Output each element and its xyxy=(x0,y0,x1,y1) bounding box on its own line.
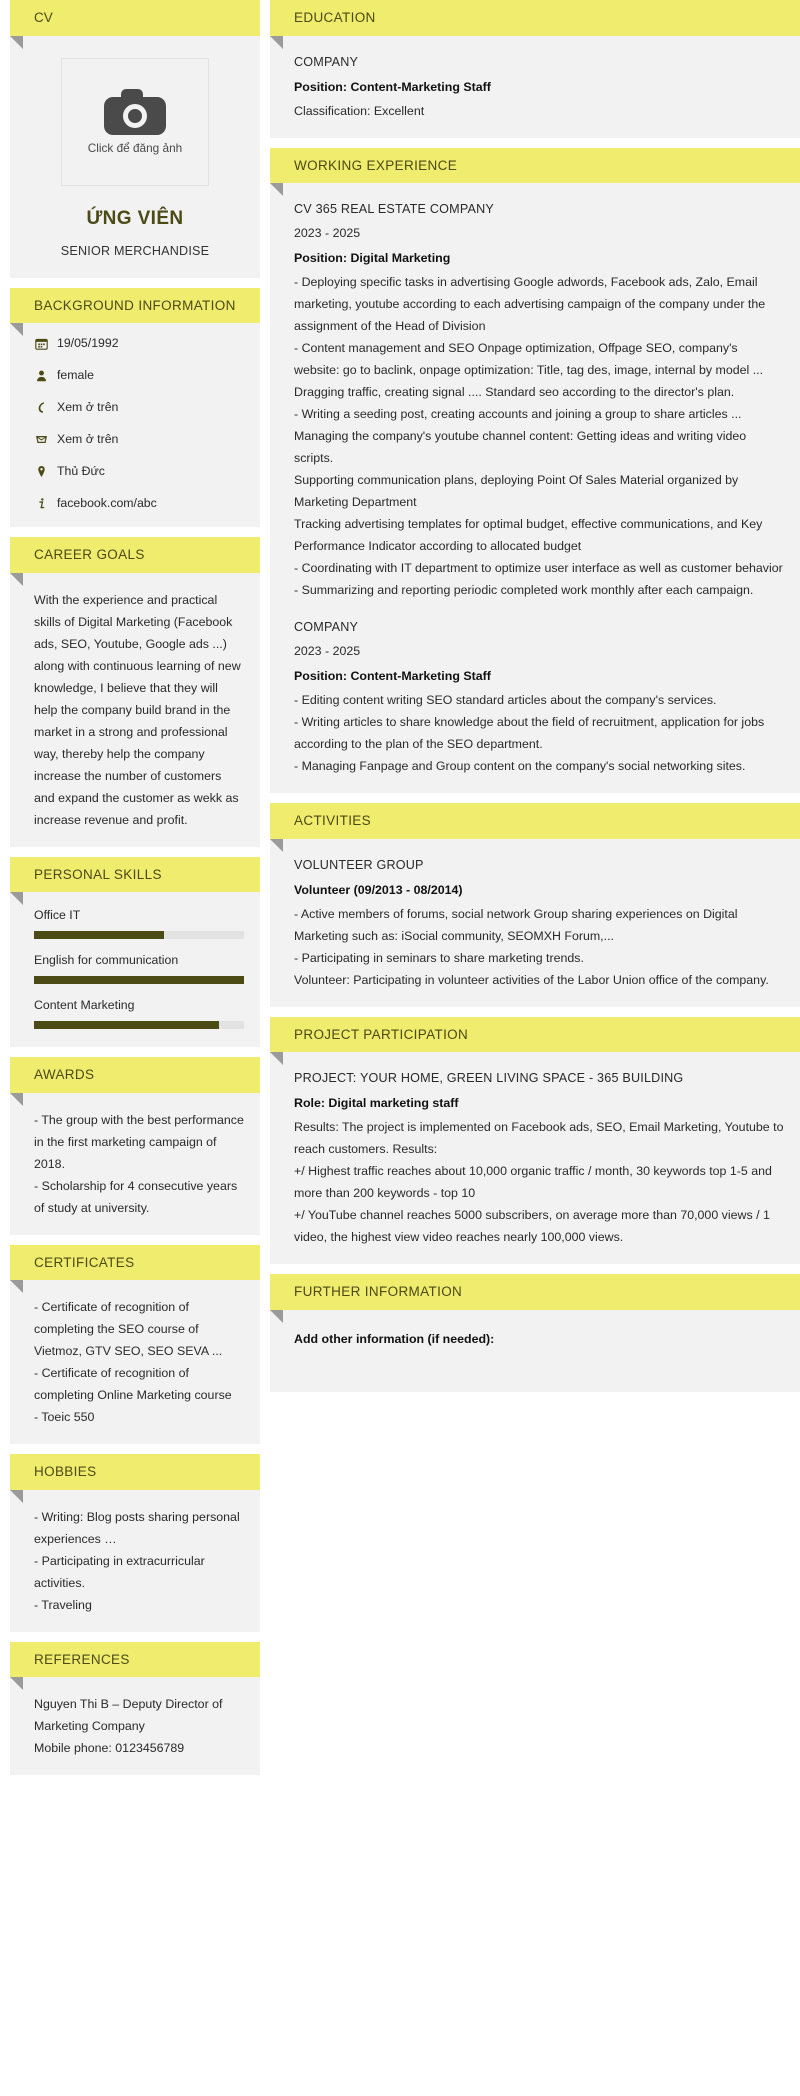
award-line: - Scholarship for 4 consecutive years of study at university. xyxy=(34,1178,238,1215)
reference-line: Nguyen Thi B – Deputy Director of Marketing Company xyxy=(34,1697,223,1733)
section-working-experience xyxy=(260,148,800,184)
project-line: +/ Highest traffic reaches about 10,000 organic traffic / month, 30 keywords top 1-5 and more than 200 keywords - top 10 xyxy=(294,1164,772,1200)
calendar-icon xyxy=(34,335,48,351)
job-detail-line: - Writing a seeding post, creating accounts and joining a group to share articles ... xyxy=(294,407,742,421)
cv-label: CV xyxy=(10,0,260,36)
career-goals-text: With the experience and practical skills of Digital Marketing (Facebook ads, SEO, Youtube, Google ads ...) along with continuous learning of new knowledge, I believe that they will help the company build brand in the market in a strong and professional way, thereby help the company increase the number of customers and expand the customer as wekk as increase revenue and profit. xyxy=(34,592,241,827)
job-detail-line: Managing the company's youtube channel content: Getting ideas and writing video scripts. xyxy=(294,429,747,465)
hobby-line: - Participating in extracurricular activities. xyxy=(34,1553,205,1590)
skill-label: Office IT xyxy=(34,908,81,922)
ribbon-fold-corner xyxy=(10,1093,23,1106)
contact-value: Xem ở trên xyxy=(57,400,119,414)
contact-value: 19/05/1992 xyxy=(57,336,119,350)
person-icon xyxy=(34,367,48,383)
ribbon-fold-corner xyxy=(10,892,23,905)
job-organization: COMPANY xyxy=(294,620,359,634)
skill-label: Content Marketing xyxy=(34,998,135,1012)
job-detail-line: - Coordinating with IT department to optimize user interface as well as customer behavior xyxy=(294,561,783,575)
hobby-line: - Writing: Blog posts sharing personal experiences … xyxy=(34,1509,240,1546)
job-detail-line: Supporting communication plans, deploying Point Of Sales Material organized by Marketing Department xyxy=(294,473,739,509)
ribbon-fold-corner xyxy=(270,183,283,196)
ribbon-fold-corner xyxy=(10,36,23,49)
info-icon xyxy=(34,495,48,511)
career-goals-panel xyxy=(10,573,260,847)
skill-bar-fill xyxy=(34,931,164,939)
ribbon-fold-corner xyxy=(10,323,23,336)
envelope-icon xyxy=(34,431,48,447)
skill-item xyxy=(34,998,244,1029)
project-name: PROJECT: YOUR HOME, GREEN LIVING SPACE - 365 BUILDING xyxy=(294,1071,684,1085)
camera-icon xyxy=(104,89,166,135)
section-activities xyxy=(260,803,800,839)
project-line: +/ YouTube channel reaches 5000 subscribers, on average more than 70,000 views / 1 video, the highest view video reaches nearly 100,000 views. xyxy=(294,1208,770,1244)
section-background-information xyxy=(0,288,260,324)
job-detail-line: - Summarizing and reporting periodic completed work monthly after each campaign. xyxy=(294,583,754,597)
section-title-personal-skills: PERSONAL SKILLS xyxy=(10,857,260,893)
awards-panel xyxy=(10,1093,260,1235)
skill-bar-track xyxy=(34,976,244,984)
identity-block xyxy=(10,36,260,278)
personal-skills-panel xyxy=(10,892,260,1047)
skill-bar-fill xyxy=(34,976,244,984)
job-organization: CV 365 REAL ESTATE COMPANY xyxy=(294,202,494,216)
education-classification: Classification: Excellent xyxy=(294,103,425,118)
section-further-information xyxy=(260,1274,800,1310)
activity-line: - Active members of forums, social network Group sharing experiences on Digital Marketing such as: iSocial community, SEOMXH Forum,... xyxy=(294,906,738,943)
section-title-awards: AWARDS xyxy=(10,1057,260,1093)
section-hobbies xyxy=(0,1454,260,1490)
further-information-prompt: Add other information (if needed): xyxy=(294,1331,495,1346)
ribbon-fold-corner xyxy=(10,1280,23,1293)
further-information-panel xyxy=(270,1310,800,1392)
contact-row xyxy=(34,399,244,415)
job-position: Position: Content-Marketing Staff xyxy=(294,669,491,683)
section-certificates xyxy=(0,1245,260,1281)
education-position: Position: Content-Marketing Staff xyxy=(294,79,491,94)
education-panel xyxy=(270,36,800,138)
contact-value: Thủ Đức xyxy=(57,464,105,478)
job-detail-line: - Editing content writing SEO standard articles about the company's services. xyxy=(294,693,717,707)
section-title-hobbies: HOBBIES xyxy=(10,1454,260,1490)
working-experience-panel xyxy=(270,183,800,793)
section-title-career-goals: CAREER GOALS xyxy=(10,537,260,573)
section-references xyxy=(0,1642,260,1678)
job-years: 2023 - 2025 xyxy=(294,226,361,240)
section-awards xyxy=(0,1057,260,1093)
education-organization: COMPANY xyxy=(294,54,359,69)
section-personal-skills xyxy=(0,857,260,893)
section-title-background-information: BACKGROUND INFORMATION xyxy=(10,288,260,324)
skill-bar-track xyxy=(34,931,244,939)
phone-icon xyxy=(34,399,48,415)
job-detail-line: - Writing articles to share knowledge about the field of recruitment, application for jobs according to the plan of the SEO department. xyxy=(294,715,765,751)
section-project-participation xyxy=(260,1017,800,1053)
contact-value: female xyxy=(57,368,94,382)
certificate-line: - Toeic 550 xyxy=(34,1410,95,1424)
reference-line: Mobile phone: 0123456789 xyxy=(34,1741,185,1755)
contact-row xyxy=(34,431,244,447)
contact-row xyxy=(34,335,244,351)
section-career-goals xyxy=(0,537,260,573)
section-title-education: EDUCATION xyxy=(270,0,800,36)
candidate-name: ỨNG VIÊN xyxy=(86,207,184,229)
candidate-role: SENIOR MERCHANDISE xyxy=(60,243,210,258)
activity-position: Volunteer (09/2013 - 08/2014) xyxy=(294,882,463,897)
skill-item xyxy=(34,908,244,939)
section-title-project-participation: PROJECT PARTICIPATION xyxy=(270,1017,800,1053)
ribbon-fold-corner xyxy=(270,839,283,852)
ribbon-fold-corner xyxy=(270,1052,283,1065)
cv-header-block xyxy=(0,0,260,36)
job-detail-line: - Managing Fanpage and Group content on the company's social networking sites. xyxy=(294,759,746,773)
contact-row xyxy=(34,367,244,383)
contact-value: Xem ở trên xyxy=(57,432,119,446)
section-title-certificates: CERTIFICATES xyxy=(10,1245,260,1281)
skill-item xyxy=(34,953,244,984)
photo-upload-box[interactable] xyxy=(61,58,209,186)
certificate-line: - Certificate of recognition of completing the SEO course of Vietmoz, GTV SEO, SEO SEVA ... xyxy=(34,1300,223,1358)
award-line: - The group with the best performance in the first marketing campaign of 2018. xyxy=(34,1112,244,1171)
job-position: Position: Digital Marketing xyxy=(294,251,451,265)
certificate-line: - Certificate of recognition of completing Online Marketing course xyxy=(34,1366,232,1402)
ribbon-fold-corner xyxy=(10,573,23,586)
contact-row xyxy=(34,495,244,511)
ribbon-fold-corner xyxy=(270,36,283,49)
activity-line: - Participating in seminars to share marketing trends. xyxy=(294,950,584,965)
activities-panel xyxy=(270,839,800,1007)
contact-value: facebook.com/abc xyxy=(57,496,157,510)
job-detail-line: - Content management and SEO Onpage optimization, Offpage SEO, company's website: go to baclink, onpage optimization: Title, tag des, image, internal by model ... Dragging traffic, creating signal .... Standard seo according to the director's plan. xyxy=(294,341,764,399)
section-title-further-information: FURTHER INFORMATION xyxy=(270,1274,800,1310)
cv-right-column xyxy=(260,0,800,1392)
project-participation-panel xyxy=(270,1052,800,1264)
cv-left-column xyxy=(0,0,260,1775)
background-information-panel xyxy=(10,323,260,527)
hobby-line: - Traveling xyxy=(34,1597,92,1612)
project-role: Role: Digital marketing staff xyxy=(294,1096,459,1110)
project-line: Results: The project is implemented on Facebook ads, SEO, Email Marketing, Youtube to reach customers. Results: xyxy=(294,1120,784,1156)
section-education xyxy=(260,0,800,36)
certificates-panel xyxy=(10,1280,260,1444)
skill-bar-track xyxy=(34,1021,244,1029)
references-panel xyxy=(10,1677,260,1775)
job-detail-line: - Deploying specific tasks in advertising Google adwords, Facebook ads, Zalo, Email marketing, youtube according to each advertising campaign of the company under the assignment of the Head of Division xyxy=(294,275,766,333)
section-title-working-experience: WORKING EXPERIENCE xyxy=(270,148,800,184)
skill-label: English for communication xyxy=(34,953,179,967)
hobbies-panel xyxy=(10,1490,260,1632)
job-detail-line: Tracking advertising templates for optimal budget, effective communications, and Key Performance Indicator according to allocated budget xyxy=(294,517,763,553)
skill-bar-fill xyxy=(34,1021,219,1029)
ribbon-fold-corner xyxy=(270,1310,283,1323)
photo-upload-hint: Click để đăng ảnh xyxy=(87,140,183,155)
contact-row xyxy=(34,463,244,479)
activity-line: Volunteer: Participating in volunteer activities of the Labor Union office of the company. xyxy=(294,972,769,987)
ribbon-fold-corner xyxy=(10,1490,23,1503)
activity-organization: VOLUNTEER GROUP xyxy=(294,857,424,872)
ribbon-fold-corner xyxy=(10,1677,23,1690)
map-pin-icon xyxy=(34,463,48,479)
section-title-references: REFERENCES xyxy=(10,1642,260,1678)
job-years: 2023 - 2025 xyxy=(294,644,361,658)
section-title-activities: ACTIVITIES xyxy=(270,803,800,839)
